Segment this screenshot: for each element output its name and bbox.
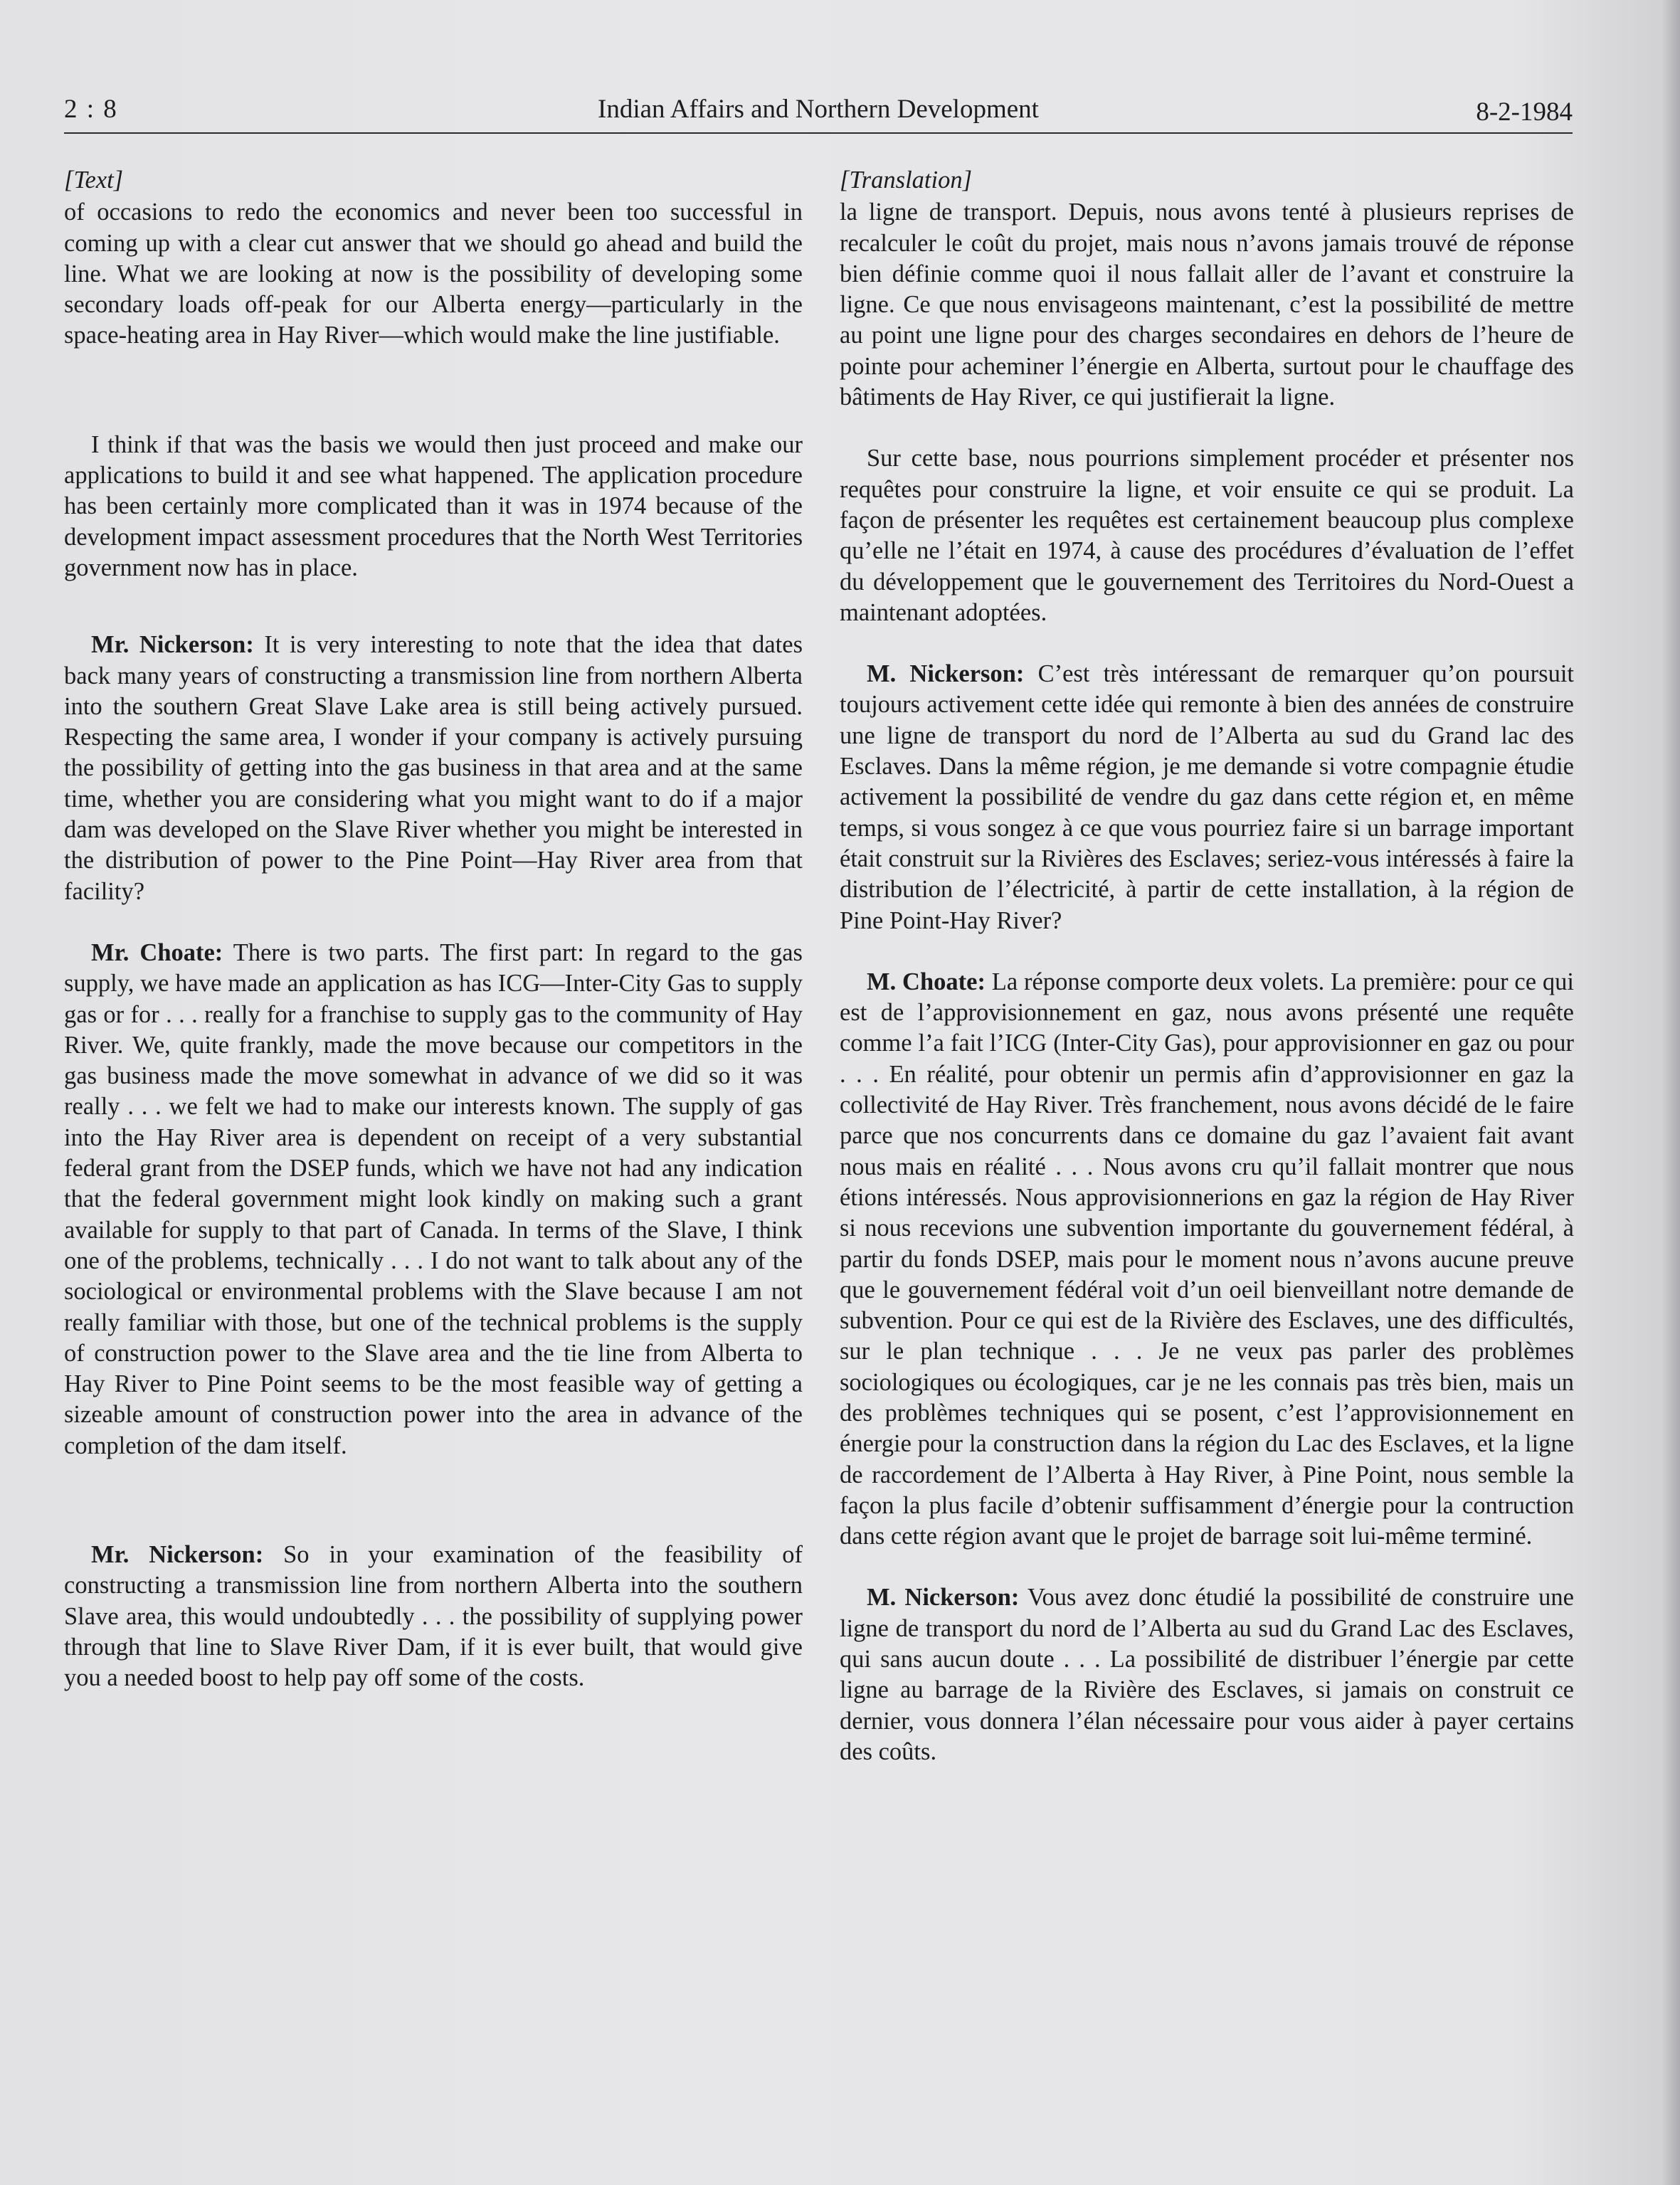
speaker-name: M. Nickerson: <box>867 1584 1020 1612</box>
paragraph <box>64 938 803 1461</box>
speaker-name: Mr. Nickerson: <box>91 1540 264 1568</box>
running-title: Indian Affairs and Northern Development <box>598 95 1039 124</box>
paragraph-text: La réponse comporte deux volets. La première: pour ce qui est de l’approvisionnement en gaz, nous avons présenté une requête comme l’a fait l’ICG (Inter-City Gas), pour approvisionner en gaz ou pour . . . En réalité, pour obtenir un permis afin d’approvisionner en gaz la collectivité de Hay River. Très franchement, nous avons décidé de le faire parce que nos concurrents dans ce domaine du gaz l’avaient fait avant nous mais en réalité . . . Nous avons cru qu’il fallait montrer que nous étions intéressés. Nous approvisionnerions en gaz la région de Hay River si nous recevions une subvention importante du gouvernement fédéral, à partir du fonds DSEP, mais pour le moment nous n’avons aucune preuve que le gouvernement fédéral voit d’un oeil bienveillant notre demande de subvention. Pour ce qui est de la Rivière des Esclaves, une des difficultés, sur le plan technique . . . Je ne veux pas parler des problèmes sociologiques ou écologiques, car je ne les connais pas très bien, mais un des problèmes techniques qui se posent, c’est l’approvisionnement en énergie pour la construction dans la région du Lac des Esclaves, et la ligne de raccordement de l’Alberta à Hay River, à Pine Point, nous semble la façon la plus facile d’obtenir suffisamment d’énergie pour la contruction dans cette région avant que le projet de barrage soit lui-même terminé. <box>840 968 1574 1550</box>
paragraph <box>840 967 1574 1552</box>
english-column <box>64 165 803 1693</box>
speaker-name: Mr. Nickerson: <box>91 631 254 659</box>
paragraph: la ligne de transport. Depuis, nous avons tenté à plusieurs reprises de recalculer le coût du projet, mais nous n’avons jamais trouvé de réponse bien définie comme quoi il nous fallait aller de l’avant et construire la ligne. Ce que nous envisageons maintenant, c’est la possibilité de mettre au point une ligne pour des charges secondaires en dehors de l’heure de pointe pour acheminer l’énergie en Alberta, surtout pour le chauffage des bâtiments de Hay River, ce qui justifierait la ligne. <box>840 199 1574 411</box>
paragraph <box>64 1540 803 1693</box>
speaker-name: M. Choate: <box>867 968 986 995</box>
paragraph-text: Vous avez donc étudié la possibilité de construire une ligne de transport du nord de l’Alberta au sud du Grand Lac des Esclaves, qui sans aucun doute . . . La possibilité de distribuer l’énergie par cette ligne au barrage de la Rivière des Esclaves, si jamais on construit ce dernier, vous donnera l’élan nécessaire pour vous aider à payer certains des coûts. <box>840 1584 1574 1765</box>
paragraph <box>840 659 1574 936</box>
paragraph: I think if that was the basis we would then just proceed and make our applications to build it and see what happened. The application procedure has been certainly more complicated than it was in 1974 because of the development impact assessment procedures that the North West Territories government now has in place. <box>64 430 803 581</box>
page-number: 2 : 8 <box>64 95 118 124</box>
paragraph: of occasions to redo the economics and never been too successful in coming up with a clear cut answer that we should go ahead and build the line. What we are looking at now is the possibility of developing some secondary loads off-peak for our Alberta energy—particularly in the space-heating area in Hay River—which would make the line justifiable. <box>64 199 803 349</box>
running-header <box>64 91 1573 134</box>
page-edge-shadow <box>1661 0 1680 2185</box>
paragraph-text: It is very interesting to note that the idea that dates back many years of constructing a transmission line from northern Alberta into the southern Great Slave Lake area is still being actively pursued. Respecting the same area, I wonder if your company is actively pursuing the possibility of getting into the gas business in that area and at the same time, whether you are considering what you might want to do if a major dam was developed on the Slave River whether you might be interested in the distribution of power to the Pine Point—Hay River area from that facility? <box>64 631 803 905</box>
paragraph-text: There is two parts. The first part: In regard to the gas supply, we have made an application as has ICG—Inter-City Gas to supply gas or for . . . really for a franchise to supply gas to the community of Hay River. We, quite frankly, made the move because our competitors in the gas business made the move somewhat in advance of we did so it was really . . . we felt we had to make our interests known. The supply of gas into the Hay River area is dependent on receipt of a very substantial federal grant from the DSEP funds, which we have not had any indication that the federal government might look kindly on making such a grant available for supply to that part of Canada. In terms of the Slave, I think one of the problems, technically . . . I do not want to talk about any of the sociological or environmental problems with the Slave because I am not really familiar with those, but one of the technical problems is the supply of construction power to the Slave area and the tie line from Alberta to Hay River to Pine Point seems to be the most feasible way of getting a sizeable amount of construction power into the area in advance of the completion of the dam itself. <box>64 938 803 1459</box>
speaker-name: Mr. Choate: <box>91 938 223 966</box>
speaker-name: M. Nickerson: <box>867 660 1025 688</box>
paragraph-text: So in your examination of the feasibility of constructing a transmission line from northern Alberta into the southern Slave area, this would undoubtedly . . . the possibility of supplying power through that line to Slave River Dam, if it is ever built, that would give you a needed boost to help pay off some of the costs. <box>64 1540 803 1692</box>
column-label-translation: [Translation] <box>840 166 973 194</box>
paragraph-text: C’est très intéressant de remarquer qu’on poursuit toujours activement cette idée qui remonte à bien des années de construire une ligne de transport du nord de l’Alberta au sud du Grand lac des Esclaves. Dans la même région, je me demande si votre compagnie étudie activement la possibilité de vendre du gaz dans cette région et, en même temps, si vous songez à ce que vous pourriez faire si un barrage important était construit sur la Rivières des Esclaves; seriez-vous intéressés à faire la distribution de l’électricité, à partir de cette installation, à la région de Pine Point-Hay River? <box>840 660 1574 934</box>
paragraph <box>64 630 803 907</box>
paragraph: Sur cette base, nous pourrions simplement procéder et présenter nos requêtes pour construire la ligne, et voir ensuite ce qui se produit. La façon de présenter les requêtes est certainement beaucoup plus complexe qu’elle ne l’était en 1974, à cause des procédures d’évaluation de l’effet du développement que le gouvernement des Territoires du Nord-Ouest a maintenant adoptées. <box>840 445 1574 626</box>
header-rule <box>64 132 1573 134</box>
header-date: 8-2-1984 <box>1476 97 1573 127</box>
column-label-text: [Text] <box>64 166 124 194</box>
paragraph <box>840 1582 1574 1767</box>
french-column <box>840 165 1574 1767</box>
